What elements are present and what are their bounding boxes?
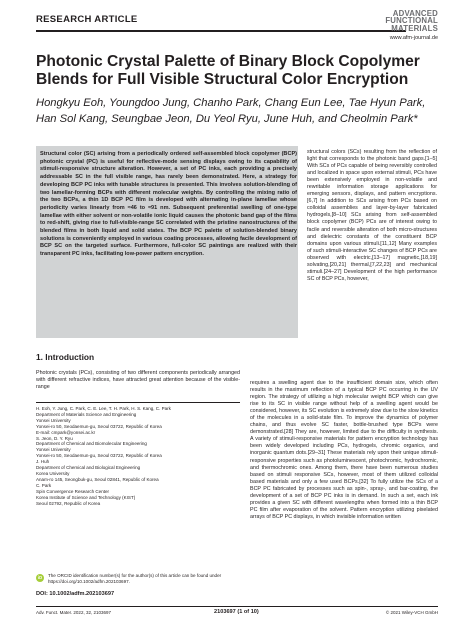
- abstract-text: Structural color (SC) arising from a periodically ordered self-assembled block copolymer (BCP) photonic crystal (PC) is useful for reflective-mode sensing displays owing to its capability of stimuli-responsive structure alteration. However, a set of PC inks, each providing a precisely addressable SC in the full visible range, has rarely been demonstrated. Here, a strategy for developing BCP PC inks with tunable structures is presented. This involves solution-blending of two lamellar-forming BCPs with different molecular weights. By controlling the mixing ratio of the two BCPs, a thin 1D BCP PC film is developed with alternating in-plane lamellae whose periodicity varies linearly from ≈46 to ≈91 nm. Subsequent preferential swelling of one-type lamellae with either solvent or non-volatile ionic liquid causes the photonic band gap of the films to red-shift, giving rise to full-visible-range SC correlated with the pristine nanostructures of the blended films in both liquid and solid states. The BCP PC palette of solution-blended binary solutions is conveniently employed in various coating processes, allowing facile development of BCP SC on the targeted surface. Furthermore, full-color SC paintings are realized with their transparent PC inks, facilitating low-power pattern encryption.: [40, 151, 297, 258]
- affiliation-line: Korea Institute of Science and Technology (KIST): [36, 494, 136, 500]
- footer-page-number: 2103697 (1 of 10): [214, 609, 259, 615]
- body-text-right-bottom: requires a swelling agent due to the insufficient domain size, which often results in the maximum reflection of a typical BCP PC occurring in the UV region. The strategy of utilizing a high molecular weight BCP which can give rise to its SC in visible range without help of a swelling agent would be considered, however, its SC evolution is extremely slow due to the slow kinetics of the molecules in a solid-state film. To improve the dynamics of polymer chains, and thus evolve SC faster, bottle-brushed type BCPs were demonstrated.[28] They are, however, limited due to the difficulty in synthesis. A variety of stimuli-responsive materials for pattern encryption technology has been widely developed including PCs, hydrogels, chromic organics, and inorganic quantum dots.[29–31] These materials rely upon their unique stimuli-responsive properties such as photoluminescent, photochromic, hydrochromic, and thermochromic ones. Among them, there have been numerous studies based on stimuli responsive SCs, however, most of them utilized colloidal based materials and only a few used BCPs.[32] To fully utilize the SCs of a BCP PC fabricated by processes such as spin-, spray-, and bar-coating, the development of a set of BCP PC inks is in demand. In such a set, each ink provides a given SC with different wavelengths when formed into a thin BCP PC film after evaporation of the solvent. Pattern encryption utilizing pixelated arrays of BCP PC displays, in which invisible information written: [250, 380, 439, 520]
- orcid-icon: iD: [37, 575, 43, 580]
- footer-copyright: © 2021 Wiley-VCH GmbH: [385, 610, 438, 615]
- body-text-introduction: Photonic crystals (PCs), consisting of two different components periodically arranged with different refractive indices, have attracted great attention because of the visible-range: [36, 370, 240, 391]
- affiliation-line: Department of Chemical and Biomolecular Engineering: [36, 441, 147, 447]
- affiliation-line: Seoul 02792, Republic of Korea: [36, 500, 101, 506]
- body-text-right-top: structural colors (SCs) resulting from the reflection of light that corresponds to the photonic band gaps.[1–5] With SCs of PCs capable of being reversibly controlled and localized in space upon external stimuli, PCs have been extensively employed in non-volatile and rewritable information storage applications for emerging sensors, displays, and pattern encryptions.[6,7] In addition to SCs arising from PCs based on colloidal assemblies and layer-by-layer fabricated hydrogels,[8–10] SCs arising from self-assembled block copolymer (BCP) PCs are of interest owing to facile and reversible alteration of both micro-structures and dielectric constants of the constituent BCP domains upon various stimuli.[11,12] Many examples of such stimuli-interactive SC changes of BCP PCs are observed with electric,[13–17] magnetic,[18,19] solvating,[20,21] thermal,[7,22,23] and mechanical stimuli.[24–27] Development of the high performance SC of BCP PCs, however,: [307, 149, 437, 282]
- affiliation-line: Yonsei-ro 50, Seodaemun-gu, Seoul 03722, Republic of Korea: [36, 423, 162, 429]
- affiliation-line: Yonsei University: [36, 417, 71, 423]
- section-heading-introduction: 1. Introduction: [36, 352, 95, 362]
- affiliation-line: J. Huh: [36, 459, 50, 465]
- affiliation-line: Department of Materials Science and Engineering: [36, 411, 137, 417]
- doi-text[interactable]: DOI: 10.1002/adfm.202103697: [36, 591, 115, 597]
- affiliations: [36, 406, 240, 506]
- affiliation-line: Yonsei-ro 50, Seodaemun-gu, Seoul 03722, Republic of Korea: [36, 453, 162, 459]
- affiliation-line: C. Park: [36, 482, 52, 488]
- affiliation-line: S. Jeon, D. Y. Ryu: [36, 435, 73, 441]
- affiliation-line: H. Eoh, Y. Jung, C. Park, C. E. Lee, T. H. Park, H. S. Kang, C. Park: [36, 406, 171, 411]
- journal-logo-line-3: MATERIALS: [391, 23, 438, 33]
- affiliation-line: Department of Chemical and Biological Engineering: [36, 465, 141, 471]
- orcid-text[interactable]: The ORCID identification number(s) for the author(s) of this article can be found under https://doi.org/10.1002/adfm.202103697.: [48, 573, 222, 584]
- author-list: Hongkyu Eoh, Youngdoo Jung, Chanho Park, Chang Eun Lee, Tae Hyun Park, Han Sol Kang, Seungbae Jeon, Du Yeol Ryu, June Huh, and Cheolmin Park*: [36, 97, 426, 125]
- footer-citation: Adv. Funct. Mater. 2022, 32, 2103697: [36, 610, 111, 615]
- author-email[interactable]: E-mail: cmpark@yonsei.ac.kr: [36, 429, 96, 435]
- footer-rule: [36, 606, 438, 607]
- journal-logo-line-2: FUNCTIONAL: [385, 16, 438, 26]
- affiliation-line: Anam-ro 145, Seongbuk-gu, Seoul 02841, Republic of Korea: [36, 476, 159, 482]
- journal-logo-line-1: ADVANCED: [392, 9, 438, 18]
- affiliation-line: Yonsei University: [36, 447, 71, 453]
- affiliation-line: Spin Convergence Research Center: [36, 488, 110, 494]
- affiliation-divider: [36, 402, 240, 403]
- article-title: Photonic Crystal Palette of Binary Block Copolymer Blends for Full Visible Structural Color Encryption: [36, 53, 420, 88]
- page-header: [36, 10, 438, 44]
- affiliation-line: Korea University: [36, 470, 70, 476]
- journal-url[interactable]: www.afm-journal.de: [389, 35, 438, 41]
- journal-logo: [348, 10, 438, 32]
- section-label: RESEARCH ARTICLE: [36, 14, 138, 25]
